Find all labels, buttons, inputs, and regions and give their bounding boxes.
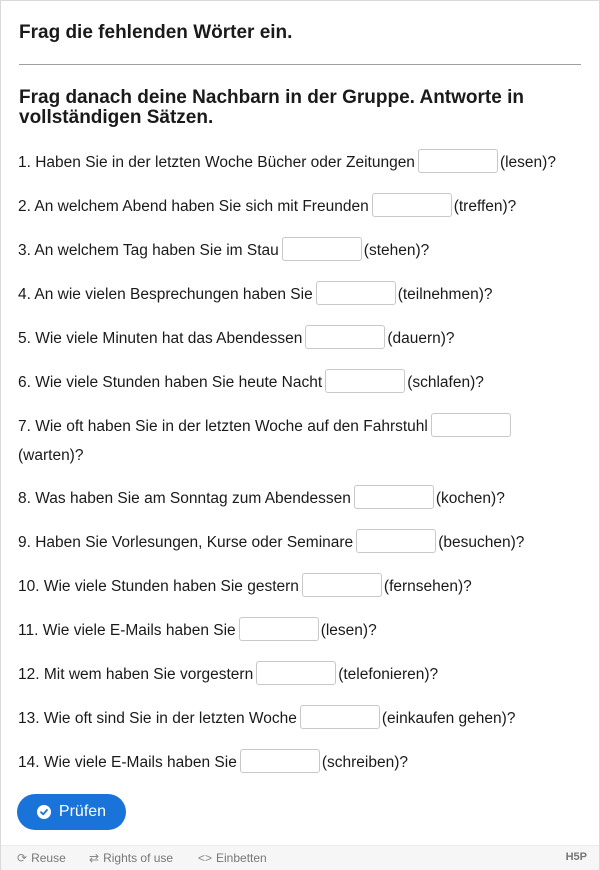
- blank-input-4[interactable]: [316, 281, 396, 305]
- embed-label: Einbetten: [216, 851, 267, 865]
- question-text-before: 14. Wie viele E-Mails haben Sie: [18, 754, 237, 771]
- question-hint: (telefonieren)?: [338, 666, 439, 683]
- question-13: [18, 704, 588, 734]
- reuse-label: Reuse: [31, 851, 66, 865]
- question-7: [18, 412, 538, 470]
- question-text-before: 5. Wie viele Minuten hat das Abendessen: [18, 330, 303, 347]
- question-12: [18, 660, 588, 690]
- blank-input-8[interactable]: [354, 485, 434, 509]
- blank-input-2[interactable]: [372, 193, 452, 217]
- check-circle-icon: [37, 805, 51, 819]
- question-text-before: 3. An welchem Tag haben Sie im Stau: [18, 242, 279, 259]
- question-2: [18, 192, 588, 222]
- question-10: [18, 572, 588, 602]
- blank-input-9[interactable]: [356, 529, 436, 553]
- question-text-before: 10. Wie viele Stunden haben Sie gestern: [18, 578, 299, 595]
- question-text-before: 4. An wie vielen Besprechungen haben Sie: [18, 286, 313, 303]
- question-8: [18, 484, 588, 514]
- blank-input-11[interactable]: [239, 617, 319, 641]
- question-hint: (einkaufen gehen)?: [381, 710, 516, 727]
- blank-input-7[interactable]: [431, 413, 511, 437]
- question-text-before: 11. Wie viele E-Mails haben Sie: [18, 622, 236, 639]
- question-text-before: 1. Haben Sie in der letzten Woche Bücher oder Zeitungen: [18, 154, 415, 171]
- question-text-before: 8. Was haben Sie am Sonntag zum Abendessen: [18, 490, 351, 507]
- question-text-before: 2. An welchem Abend haben Sie sich mit Freunden: [18, 198, 369, 215]
- embed-link[interactable]: [198, 851, 267, 865]
- question-hint: (kochen)?: [435, 490, 505, 507]
- question-hint: (dauern)?: [387, 330, 455, 347]
- rights-of-use-link[interactable]: [89, 851, 173, 865]
- question-text-before: 7. Wie oft haben Sie in der letzten Woche auf den Fahrstuhl: [18, 418, 428, 435]
- question-11: [18, 616, 588, 646]
- question-6: [18, 368, 588, 398]
- rights-label: Rights of use: [103, 851, 174, 865]
- footer-bar: [1, 845, 599, 870]
- question-text-before: 13. Wie oft sind Sie in der letzten Woche: [18, 710, 297, 727]
- question-hint: (fernsehen)?: [383, 578, 472, 595]
- question-hint: (schlafen)?: [407, 374, 484, 391]
- question-hint: (besuchen)?: [438, 534, 525, 551]
- reuse-icon: ⟳: [17, 851, 28, 865]
- handshake-icon: ⇄: [89, 851, 100, 865]
- task-title: Frag die fehlenden Wörter ein.: [19, 22, 293, 43]
- question-hint: (stehen)?: [363, 242, 430, 259]
- question-text-before: 9. Haben Sie Vorlesungen, Kurse oder Seminare: [18, 534, 354, 551]
- question-hint: (schreiben)?: [321, 754, 408, 771]
- question-9: [18, 528, 588, 558]
- question-hint: (treffen)?: [453, 198, 517, 215]
- divider: [19, 64, 581, 65]
- check-button[interactable]: [17, 794, 126, 830]
- question-text-before: 6. Wie viele Stunden haben Sie heute Nacht: [18, 374, 323, 391]
- question-hint: (lesen)?: [320, 622, 377, 639]
- blank-input-1[interactable]: [418, 149, 498, 173]
- blank-input-14[interactable]: [240, 749, 320, 773]
- task-subtitle: Frag danach deine Nachbarn in der Gruppe. Antworte in vollständigen Sätzen.: [19, 87, 524, 128]
- question-5: [18, 324, 588, 354]
- question-1: [18, 148, 588, 178]
- h5p-logo[interactable]: H5P: [565, 851, 587, 863]
- blank-input-3[interactable]: [282, 237, 362, 261]
- blank-input-5[interactable]: [305, 325, 385, 349]
- question-hint: (lesen)?: [499, 154, 556, 171]
- question-14: [18, 748, 588, 778]
- question-hint: (warten)?: [18, 447, 84, 464]
- blank-input-12[interactable]: [256, 661, 336, 685]
- question-3: [18, 236, 588, 266]
- question-4: [18, 280, 588, 310]
- check-button-label: Prüfen: [58, 803, 107, 820]
- reuse-link[interactable]: [17, 851, 66, 865]
- blank-input-6[interactable]: [325, 369, 405, 393]
- blank-input-13[interactable]: [300, 705, 380, 729]
- question-text-before: 12. Mit wem haben Sie vorgestern: [18, 666, 254, 683]
- code-icon: <>: [198, 851, 213, 865]
- blank-input-10[interactable]: [302, 573, 382, 597]
- question-hint: (teilnehmen)?: [397, 286, 493, 303]
